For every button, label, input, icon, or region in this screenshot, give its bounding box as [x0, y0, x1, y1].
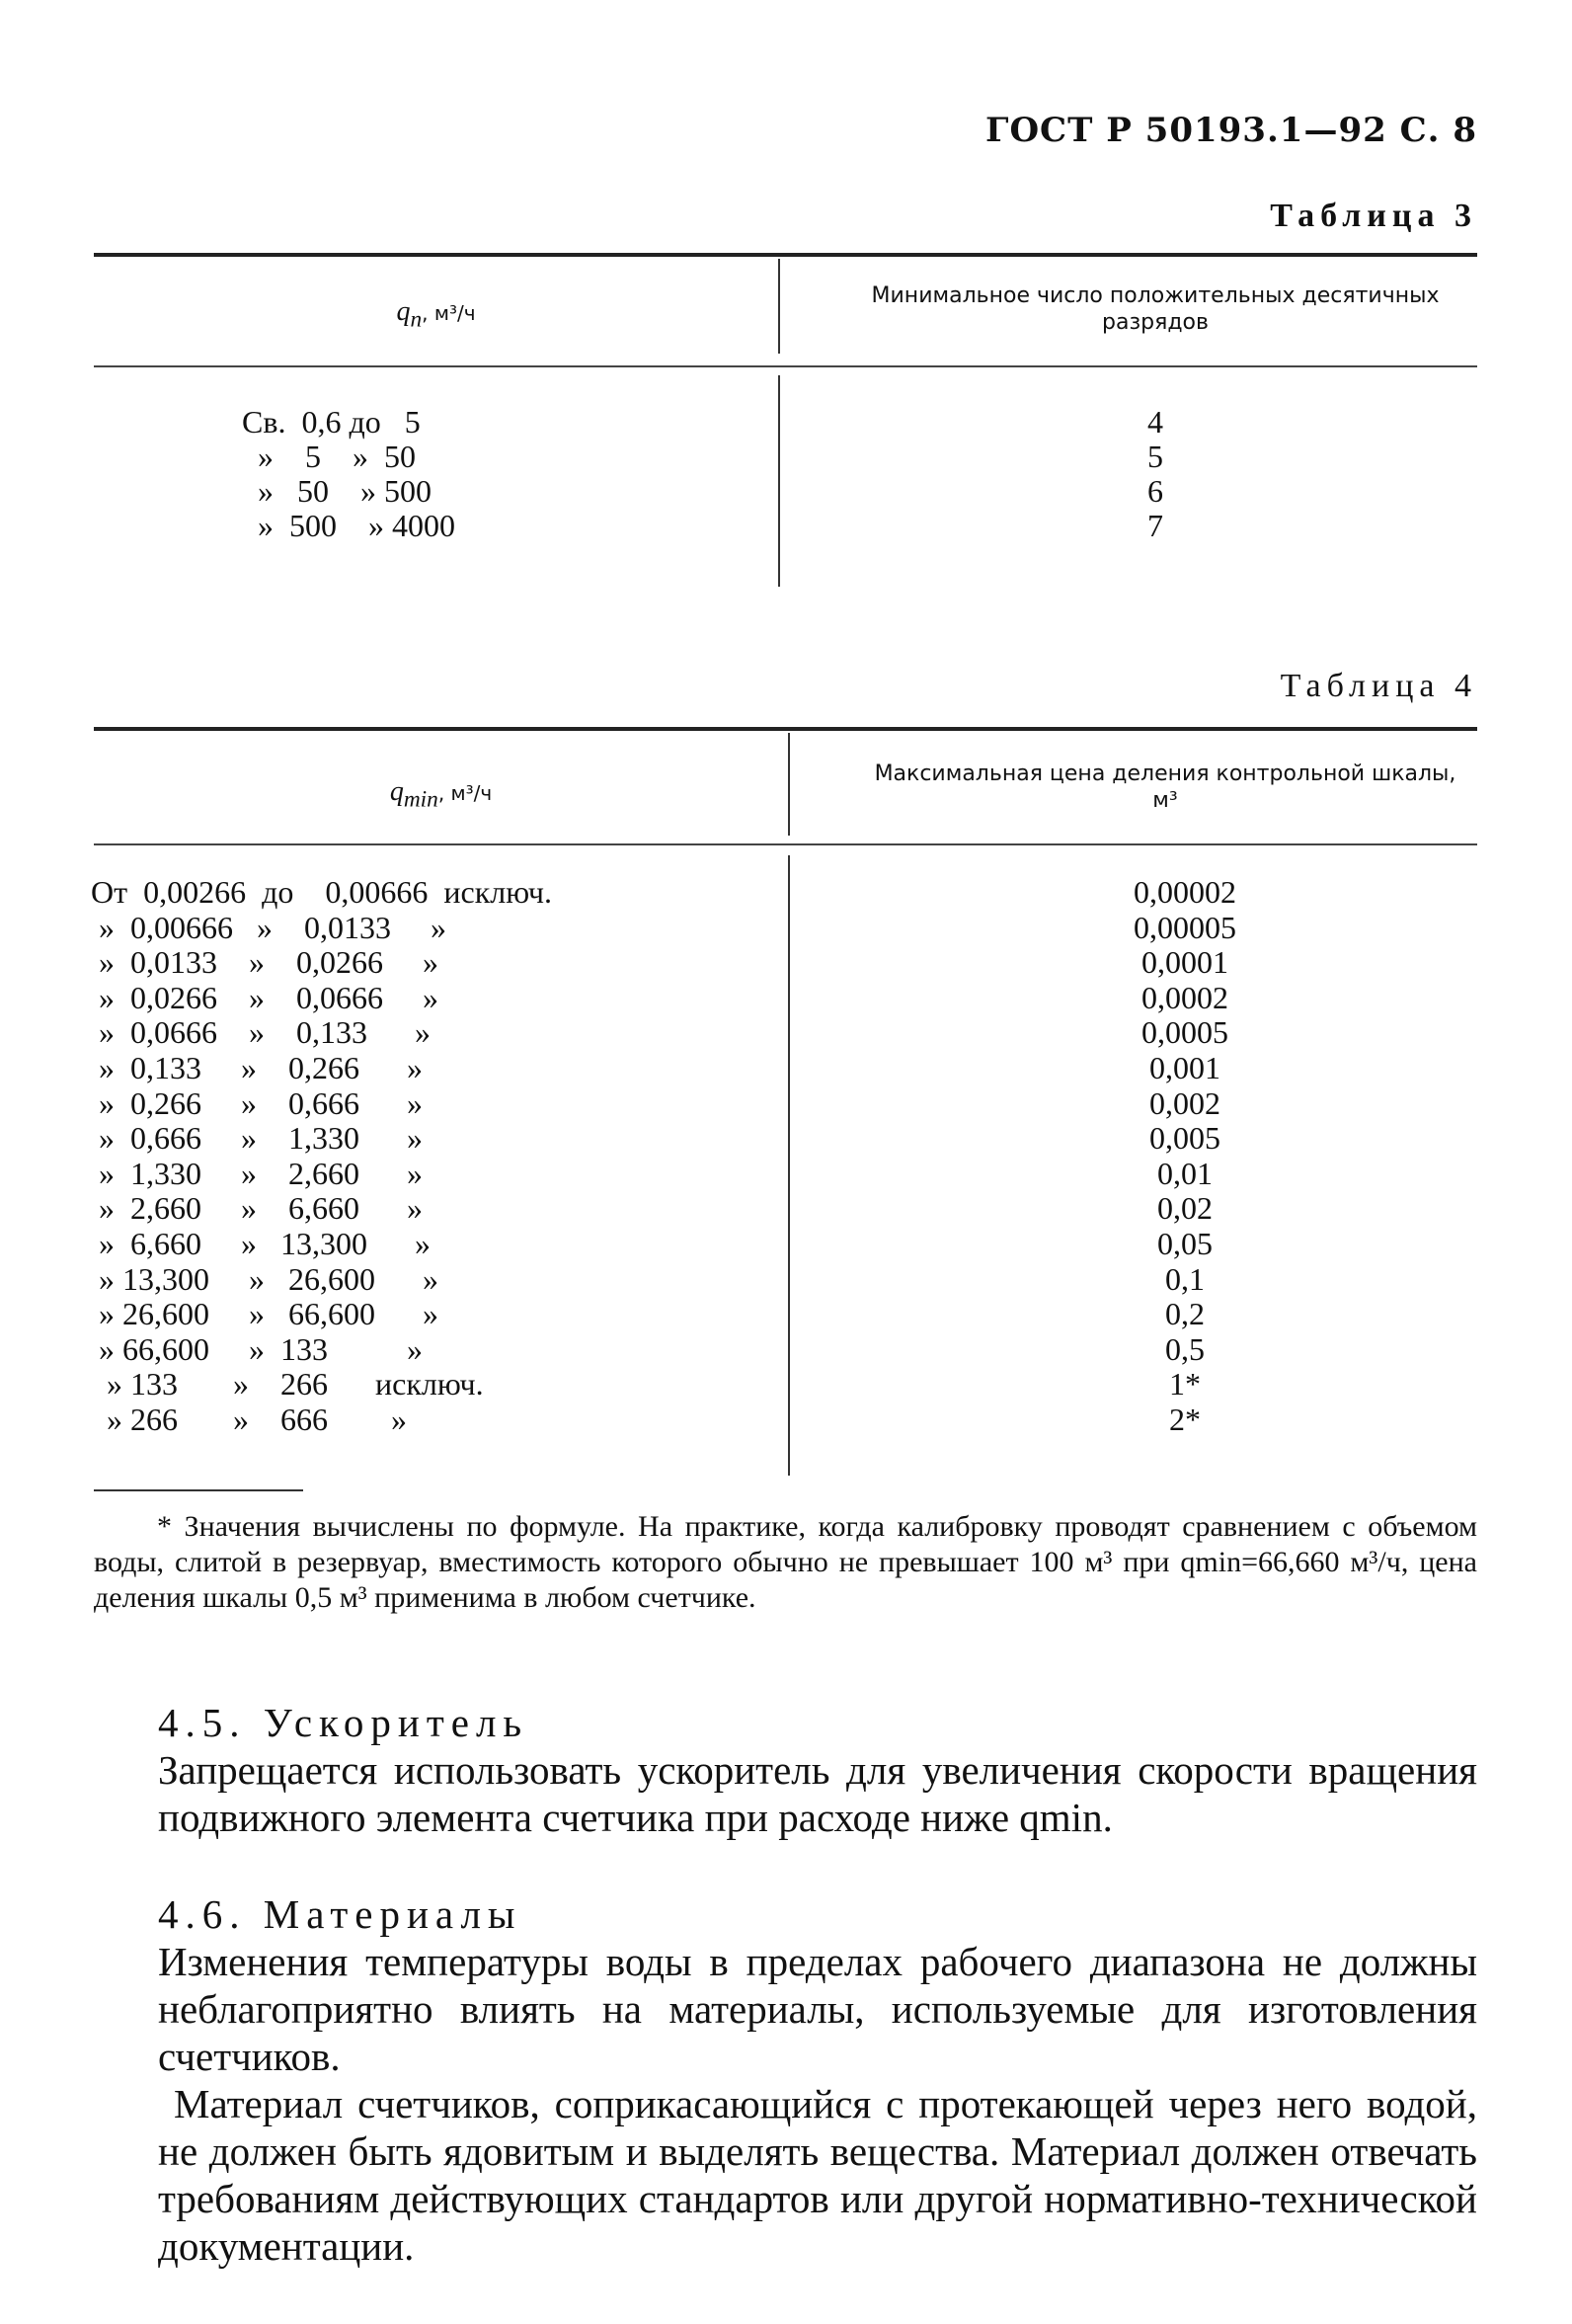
section-4-6-para1: Изменения температуры воды в пределах рабочего диапазона не должны неблагоприятно влиять на материалы, используемые для изготовления счетчиков.	[158, 1939, 1477, 2079]
table4-row-range: » 6,660 » 13,300 »	[91, 1226, 431, 1261]
table4-row-range: » 133 » 266 исключ.	[91, 1366, 484, 1402]
table4-row-range: » 266 » 666 »	[91, 1402, 407, 1437]
table4-col1-header: $q_{min}$, м³/ч	[389, 776, 493, 813]
table4-row-range: От 0,00266 до 0,00666 исключ.	[91, 874, 552, 910]
table3-row-range: » 50 » 500	[242, 473, 432, 509]
table3-row-range: » 5 » 50	[242, 439, 416, 474]
table4-row-range: » 13,300 » 26,600 »	[91, 1260, 438, 1297]
table3-row-value: 6	[1147, 473, 1163, 509]
table4-row-range: » 2,660 » 6,660 »	[91, 1190, 423, 1227]
table4-row-value: 0,0002	[1141, 979, 1228, 1015]
table4-row-value: 0,0001	[1141, 944, 1228, 981]
table4-header-rule	[94, 843, 1477, 845]
table4-top-rule	[94, 727, 1477, 731]
section-4-6-title: 4.6. Материалы	[158, 1891, 522, 1937]
table3-row-value: 4	[1147, 404, 1163, 440]
page-header: ГОСТ Р 50193.1—92 С. 8	[984, 111, 1477, 150]
footnote-text: * Значения вычислены по формуле. На практике, когда калибровку проводят сравнением с объемом воды, слитой в резервуар, вместимость которого обычно не превышает 100 м³ при qmin=66,660 м³/ч, цена деления шкалы 0,5 м³ применима в любом счетчике.	[94, 1510, 1477, 1614]
table4-row-value: 2*	[1169, 1402, 1201, 1437]
section-4-5	[158, 1699, 1477, 1841]
section-4-5-text: Запрещается использовать ускоритель для увеличения скорости вращения подвижного элемента счетчика при расходе ниже qmin.	[158, 1747, 1477, 1840]
table3-row-value: 5	[1147, 439, 1163, 474]
table4-row-range: » 1,330 » 2,660 »	[91, 1155, 423, 1191]
table4-row-value: 0,2	[1165, 1296, 1205, 1332]
table4-row-value: 0,00005	[1134, 909, 1236, 945]
table4-body-divider	[788, 855, 790, 1476]
table3-row-range: Св. 0,6 до 5	[242, 404, 421, 440]
table3-row-value: 7	[1147, 508, 1163, 543]
table3-row-range: » 500 » 4000	[242, 508, 455, 543]
table4-row-value: 1*	[1169, 1366, 1201, 1402]
table4-row-value: 0,05	[1157, 1226, 1213, 1261]
table4-row-range: » 0,0133 » 0,0266 »	[91, 944, 438, 981]
table4-row-value: 0,02	[1157, 1190, 1213, 1227]
table4-row-range: » 0,00666 » 0,0133 »	[91, 909, 446, 945]
table4-row-range: » 0,666 » 1,330 »	[91, 1120, 423, 1157]
footnote-rule	[94, 1489, 303, 1491]
table4-header-divider	[788, 733, 790, 836]
table4-row-value: 0,005	[1149, 1120, 1220, 1157]
table4-row-value: 0,01	[1157, 1155, 1213, 1191]
table4-row-value: 0,0005	[1141, 1014, 1228, 1051]
table4-row-range: » 0,266 » 0,666 »	[91, 1084, 423, 1121]
table3-top-rule	[94, 253, 1477, 257]
section-4-6	[158, 1890, 1477, 2270]
table4-row-range: » 0,0666 » 0,133 »	[91, 1014, 431, 1051]
table3-body-divider	[778, 375, 780, 587]
section-4-5-title: 4.5. Ускоритель	[158, 1700, 529, 1745]
table4-row-value: 0,001	[1149, 1050, 1220, 1085]
table3-col1-header: $q_п$, м³/ч	[396, 296, 476, 333]
table4-row-value: 0,00002	[1134, 874, 1236, 910]
table3-header-divider	[778, 259, 780, 354]
section-4-6-para2: Материал счетчиков, соприкасающийся с протекающей через него водой, не должен быть ядовитым и выделять вещества. Материал должен отвечать требованиям действующих стандартов или другой нормативно-технической документации.	[158, 2081, 1477, 2269]
table4-row-range: » 26,600 » 66,600 »	[91, 1296, 438, 1332]
table4-row-value: 0,002	[1149, 1084, 1220, 1121]
table4-col2-header: Максимальная цена деления контрольной шкалы, м³	[874, 761, 1456, 813]
table4-row-range: » 0,0266 » 0,0666 »	[91, 979, 438, 1015]
table4-caption: Таблица 4	[1280, 668, 1477, 704]
table4-row-value: 0,5	[1165, 1330, 1205, 1367]
table3-caption: Таблица 3	[1270, 198, 1477, 234]
footnote	[94, 1509, 1477, 1616]
table4-row-range: » 66,600 » 133 »	[91, 1330, 423, 1367]
table3-header-rule	[94, 365, 1477, 367]
table4-row-value: 0,1	[1165, 1260, 1205, 1297]
table3-col2-header: Минимальное число положительных десятичных разрядов	[871, 283, 1440, 335]
table4-row-range: » 0,133 » 0,266 »	[91, 1050, 423, 1085]
